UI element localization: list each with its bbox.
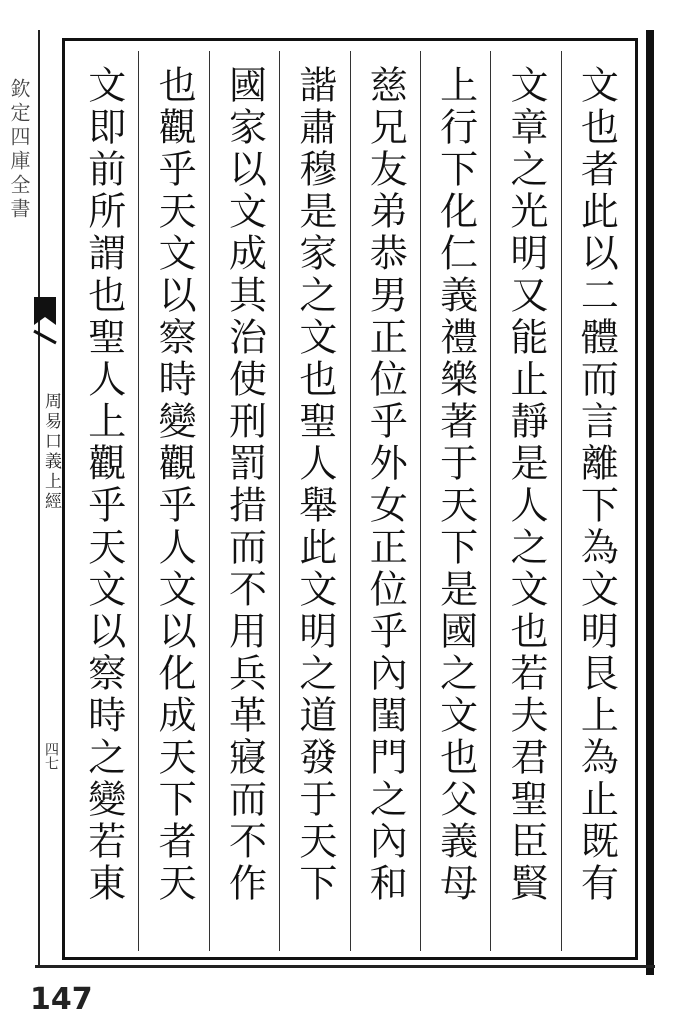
text-block	[62, 38, 638, 960]
fish-tail-mark-icon	[32, 295, 58, 345]
page-number-chinese: 四七	[43, 742, 59, 770]
book-title: 周易口義上經	[41, 392, 61, 512]
margin-strip	[0, 30, 40, 965]
bottom-rule	[35, 965, 655, 968]
text-column	[490, 51, 560, 951]
column-text: 慈兄友弟恭男正位乎外女正位乎內閨門之內和	[363, 65, 408, 905]
text-column	[138, 51, 208, 951]
text-column	[350, 51, 420, 951]
column-text: 上行下化仁義禮樂著于天下是國之文也父義母	[433, 65, 478, 905]
margin-header-text: 欽定四庫全書	[7, 78, 31, 222]
text-column	[209, 51, 279, 951]
text-column	[279, 51, 349, 951]
text-column	[420, 51, 490, 951]
column-text: 文即前所謂也聖人上觀乎天文以察時之變若東	[81, 65, 126, 905]
text-column	[561, 51, 631, 951]
text-column	[69, 51, 138, 951]
block-edge-shadow	[646, 30, 654, 975]
column-text: 文章之光明又能止靜是人之文也若夫君聖臣賢	[503, 65, 548, 905]
text-columns	[69, 51, 631, 951]
column-text: 國家以文成其治使刑罰措而不用兵革寢而不作	[222, 65, 267, 905]
column-text: 也觀乎天文以察時變觀乎人文以化成天下者天	[152, 65, 197, 905]
scan-page-number: 147	[30, 982, 93, 1017]
column-text: 諧肅穆是家之文也聖人舉此文明之道發于天下	[292, 65, 337, 905]
column-text: 文也者此以二體而言離下為文明艮上為止既有	[574, 65, 619, 905]
